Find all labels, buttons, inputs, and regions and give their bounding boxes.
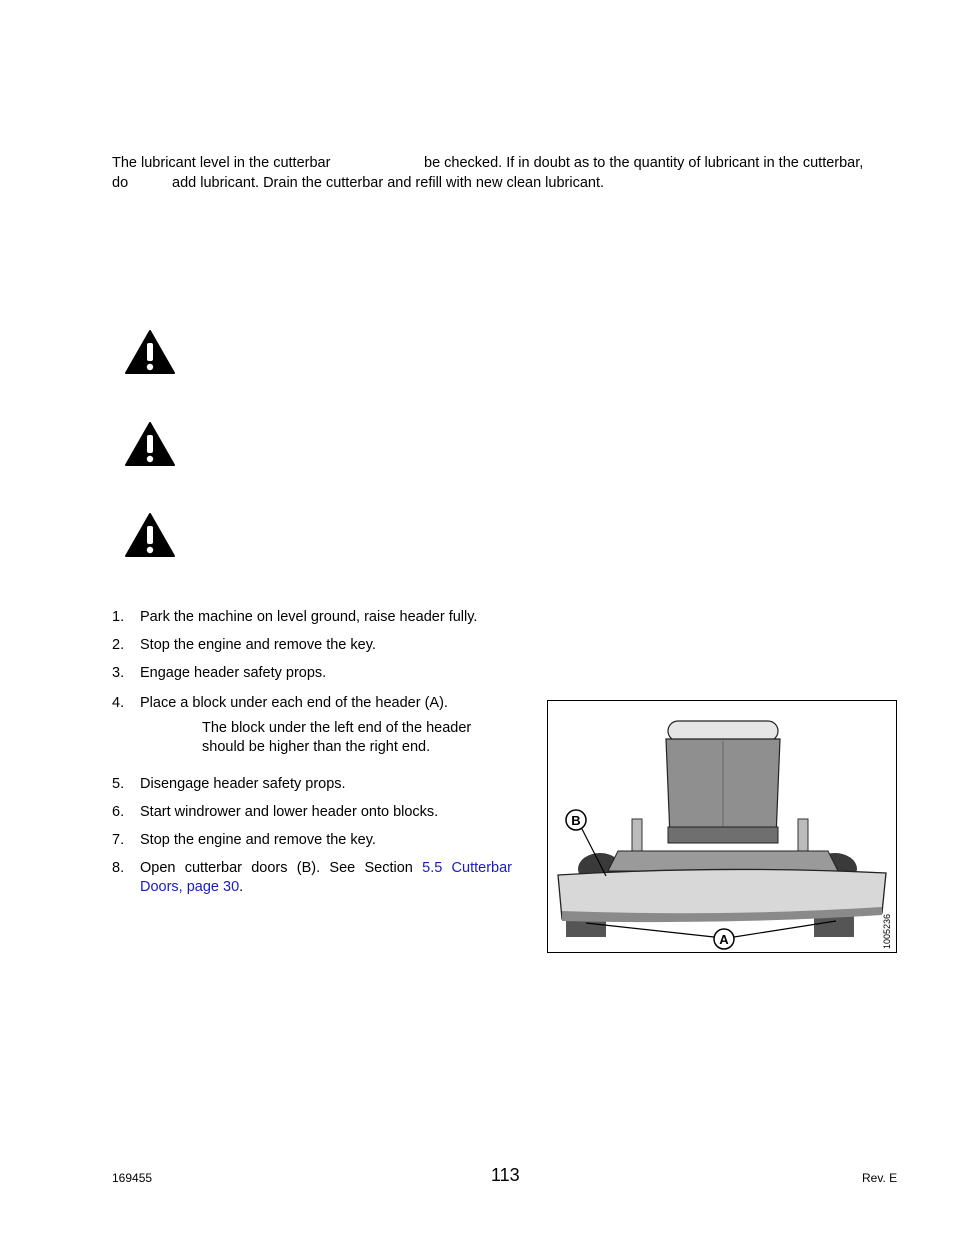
step-item [112, 831, 522, 850]
intro-paragraph [112, 153, 902, 193]
windrower-illustration [548, 701, 896, 952]
figure-id [880, 905, 892, 949]
cutterbar-doors-link[interactable]: 5.5 Cutterbar Doors, page 30 [140, 860, 512, 895]
step-number: 2. [112, 637, 125, 653]
intro-text: be checked. If in doubt as to the quantity of lubricant in the cutterbar, [424, 155, 864, 171]
intro-text: do [112, 175, 129, 191]
block-note [202, 719, 502, 757]
step-number: 5. [112, 776, 125, 792]
step-text: Stop the engine and remove the key. [140, 832, 376, 848]
callout-b-label: B [571, 813, 581, 828]
intro-text: The lubricant level in the cutterbar [112, 155, 331, 171]
step-number: 3. [112, 665, 125, 681]
doc-number: 169455 [112, 1171, 153, 1185]
step-text: Stop the engine and remove the key. [140, 637, 376, 653]
step-text: Open cutterbar doors (B). See Section [140, 860, 423, 876]
step-text: Start windrower and lower header onto blocks. [140, 804, 439, 820]
step-number: 6. [112, 804, 125, 820]
step-text: Place a block under each end of the header (A). [140, 695, 448, 711]
intro-line-2 [112, 173, 902, 193]
step-number: 4. [112, 695, 125, 711]
windrower-figure [547, 700, 897, 953]
callout-a-label: A [719, 932, 729, 947]
step-item [112, 636, 522, 655]
step-item [112, 608, 522, 627]
page-number: 113 [491, 1165, 520, 1185]
step-item [112, 694, 522, 713]
step-text: . [239, 879, 244, 895]
step-item [112, 664, 522, 683]
cab-base [668, 827, 778, 843]
step-number: 7. [112, 832, 125, 848]
step-number: 1. [112, 609, 125, 625]
intro-line-1 [112, 153, 902, 173]
revision: Rev. E [862, 1171, 898, 1185]
warning-triangle-icon [124, 329, 176, 375]
intro-text: add lubricant. Drain the cutterbar and refill with new clean lubricant. [172, 175, 605, 191]
step-number: 8. [112, 860, 125, 876]
frame [608, 851, 838, 871]
note-line: The block under the left end of the header [202, 720, 472, 736]
note-line: should be higher than the right end. [202, 739, 431, 755]
warning-triangle-icon [124, 421, 176, 467]
step-item [112, 775, 522, 794]
warning-triangle-icon [124, 512, 176, 558]
step-text: Park the machine on level ground, raise header fully. [140, 609, 478, 625]
step-item [112, 859, 512, 897]
step-item [112, 803, 522, 822]
svg-text:1005236: 1005236 [882, 913, 892, 949]
step-text: Disengage header safety props. [140, 776, 346, 792]
cab-roof [668, 721, 778, 741]
step-text: Engage header safety props. [140, 665, 327, 681]
